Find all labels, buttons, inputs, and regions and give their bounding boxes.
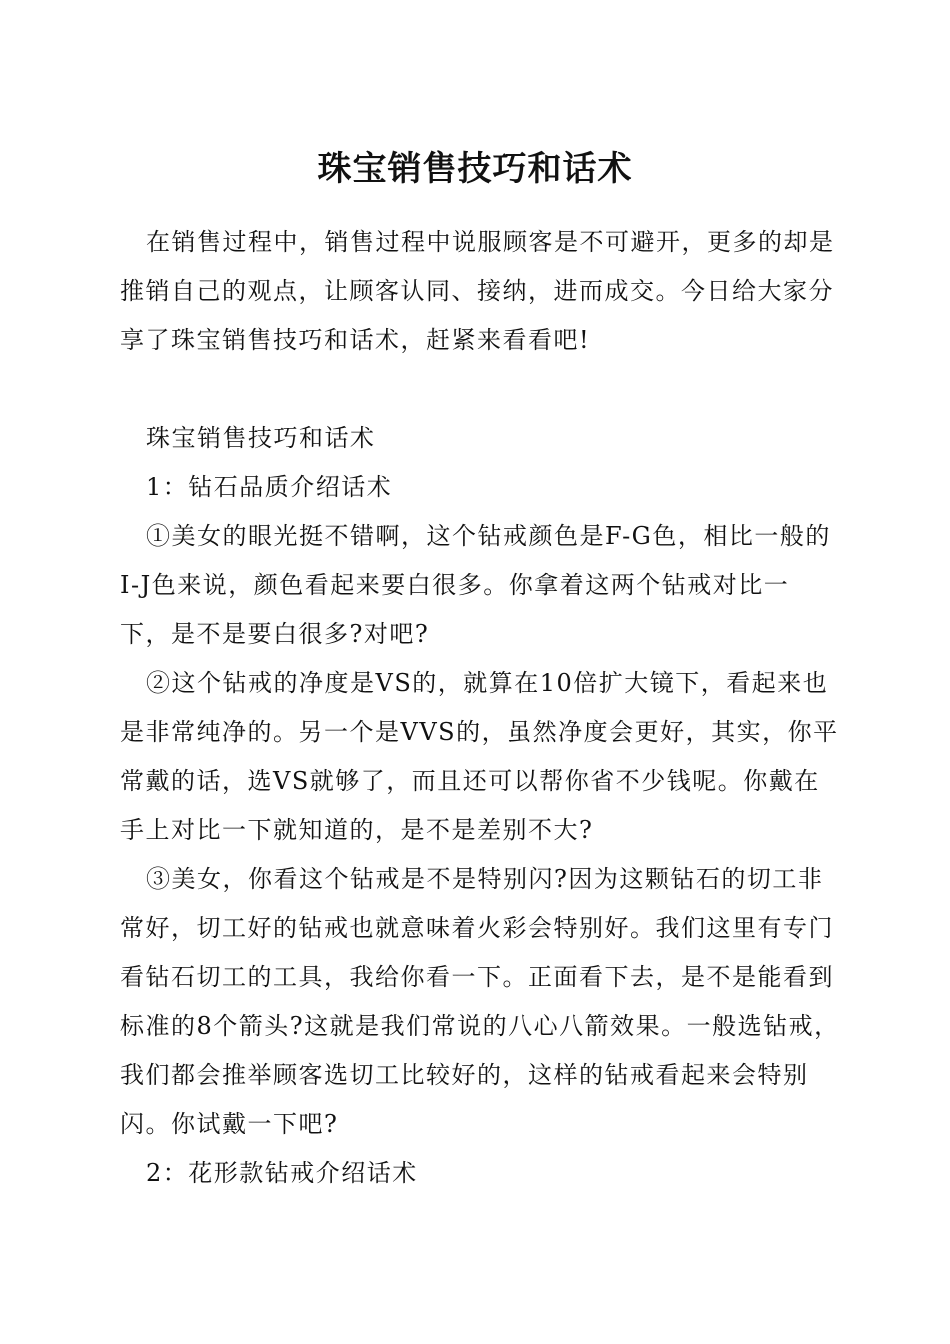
subsection-heading-2: 2：花形款钻戒介绍话术	[146, 1159, 418, 1187]
intro-paragraph: 在销售过程中，销售过程中说服顾客是不可避开，更多的却是推销自己的观点，让顾客认同、接纳，进而成交。今日给大家分享了珠宝销售技巧和话术，赶紧来看看吧!	[120, 228, 835, 354]
document-body	[120, 218, 840, 1198]
section-title: 珠宝销售技巧和话术	[146, 424, 376, 452]
document-title: 珠宝销售技巧和话术	[317, 149, 633, 189]
item-paragraph-1: ①美女的眼光挺不错啊，这个钻戒颜色是F-G色，相比一般的I-J色来说，颜色看起来要白很多。你拿着这两个钻戒对比一下，是不是要白很多?对吧?	[120, 522, 831, 648]
item-paragraph-3: ③美女，你看这个钻戒是不是特别闪?因为这颗钻石的切工非常好，切工好的钻戒也就意味着火彩会特别好。我们这里有专门看钻石切工的工具，我给你看一下。正面看下去，是不是能看到标准的8个箭头?这就是我们常说的八心八箭效果。一般选钻戒，我们都会推举顾客选切工比较好的，这样的钻戒看起来会特别闪。你试戴一下吧?	[120, 865, 840, 1138]
subsection-heading-1: 1：钻石品质介绍话术	[146, 473, 393, 501]
paragraph-spacer	[120, 365, 840, 414]
item-paragraph-2: ②这个钻戒的净度是VS的，就算在10倍扩大镜下，看起来也是非常纯净的。另一个是VVS的，虽然净度会更好，其实，你平常戴的话，选VS就够了，而且还可以帮你省不少钱呢。你戴在手上对比一下就知道的，是不是差别不大?	[120, 669, 839, 844]
